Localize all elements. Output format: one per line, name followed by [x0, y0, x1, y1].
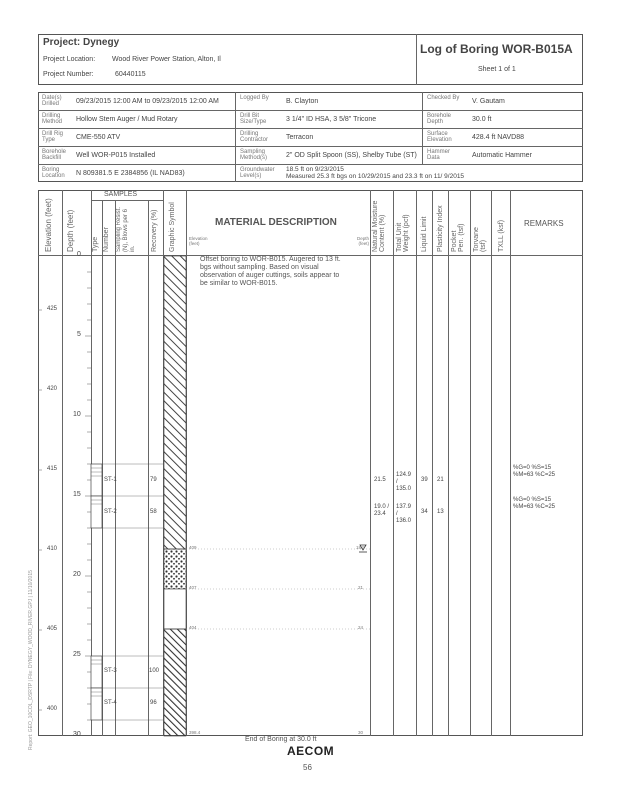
backfill-label: Borehole Backfill	[42, 149, 67, 161]
sampling-value: 2" OD Split Spoon (SS), Shelby Tube (ST)	[286, 152, 417, 159]
col-elev-small: Elevation (feet)	[189, 236, 208, 246]
sample-weight: 124.9 / 135.0	[396, 472, 412, 492]
project-number-label: Project Number:	[43, 71, 94, 78]
log-title: Log of Boring WOR-B015A	[420, 42, 573, 56]
depth-label: Borehole Depth	[427, 113, 452, 125]
col-number: Number	[103, 227, 110, 252]
sample-recovery: 58	[150, 509, 157, 515]
elev-tick: 405	[47, 626, 58, 632]
logged-value: B. Clayton	[286, 98, 319, 105]
samples-header: SAMPLES	[104, 191, 138, 198]
col-graphic: Graphic Symbol	[169, 202, 176, 252]
layer-elev: 409	[189, 545, 197, 550]
hammer-value: Automatic Hammer	[472, 152, 532, 159]
boring-location-label: Boring Location	[42, 167, 65, 179]
bit-label: Drill Bit Size/Type	[240, 113, 267, 125]
dates-value: 09/23/2015 12:00 AM to 09/23/2015 12:00 AM	[76, 98, 219, 105]
material-description: Offset boring to WOR-B015. Augered to 13 ft. bgs without sampling. Based on visual observation of auger cuttings, soils appear to be similar to WOR-B015.	[200, 256, 341, 287]
col-depth: Depth (feet)	[66, 209, 75, 252]
contractor-value: Terracon	[286, 134, 314, 141]
elev-tick: 410	[47, 546, 58, 552]
side-report-text: Report: GEO_10COL_DSRTP | File: DYNEGY_WOOD_RIVER.GPJ | 11/10/2015	[28, 570, 34, 750]
col-txll: TXLL (ksf)	[498, 219, 505, 252]
col-elevation: Elevation (feet)	[44, 198, 53, 252]
checked-value: V. Gautam	[472, 98, 505, 105]
elev-tick: 425	[47, 306, 58, 312]
page-number: 56	[303, 763, 312, 772]
sample-remark: %M=63 %C=25	[513, 504, 556, 510]
sample-weight: 137.9 / 136.0	[396, 504, 412, 524]
depth-tick: 30	[73, 731, 81, 738]
groundwater-value-1: 18.5 ft on 9/23/2015	[286, 166, 344, 173]
contractor-label: Drilling Contractor	[240, 131, 269, 143]
sample-recovery: 100	[149, 668, 160, 674]
col-unit-weight: Total Unit Weight (pcf)	[396, 214, 410, 252]
elev-tick: 415	[47, 466, 58, 472]
col-moisture: Natural Moisture Content (%)	[372, 200, 386, 252]
logged-label: Logged By	[240, 95, 269, 101]
layer-elev: 398.4	[189, 730, 201, 735]
sample-remark: %G=0 %S=15	[513, 465, 552, 471]
depth-tick: 0	[77, 251, 81, 258]
layer-depth: 30	[358, 730, 364, 735]
depth-tick: 15	[73, 491, 81, 498]
sample-ll: 39	[421, 477, 428, 483]
sample-remark: %M=63 %C=25	[513, 472, 556, 478]
sample-number: ST-4	[104, 700, 117, 706]
sample-pi: 21	[437, 477, 444, 483]
elev-tick: 400	[47, 706, 58, 712]
sample-moisture: 21.5	[374, 477, 386, 483]
sample-remark: %G=0 %S=15	[513, 497, 552, 503]
layer-depth: 18.5	[356, 545, 365, 550]
sample-moisture: 19.0 / 23.4	[374, 504, 390, 517]
material-header: MATERIAL DESCRIPTION	[215, 217, 337, 228]
col-depth-small: Depth (feet)	[356, 236, 369, 246]
sample-recovery: 96	[150, 700, 157, 706]
rig-value: CME-550 ATV	[76, 134, 121, 141]
dates-label: Date(s) Drilled	[42, 95, 62, 107]
remarks-header: REMARKS	[524, 219, 564, 228]
col-liquid: Liquid Limit	[421, 216, 428, 252]
col-torvane: Torvane (tsf)	[473, 227, 487, 252]
elev-tick: 420	[47, 386, 58, 392]
aecom-logo: AECOM	[287, 744, 335, 758]
sampling-label: Sampling Method(s)	[240, 149, 268, 161]
col-pocket: Pocket Pen. (tsf)	[451, 223, 465, 252]
bit-value: 3 1/4" ID HSA, 3 5/8" Tricone	[286, 116, 377, 123]
project-title: Project: Dynegy	[43, 37, 120, 48]
groundwater-value-2: Measured 25.3 ft bgs on 10/29/2015 and 23.3 ft on 11/ 9/2015	[286, 173, 465, 180]
method-value: Hollow Stem Auger / Mud Rotary	[76, 116, 178, 123]
groundwater-label: Groundwater Level(s)	[240, 167, 275, 179]
rig-label: Drill Rig Type	[42, 131, 63, 143]
end-of-boring: End of Boring at 30.0 ft	[245, 736, 317, 743]
checked-label: Checked By	[427, 95, 460, 101]
depth-tick: 25	[73, 651, 81, 658]
depth-tick: 20	[73, 571, 81, 578]
sheet-number: Sheet 1 of 1	[478, 66, 516, 73]
hammer-label: Hammer Data	[427, 149, 451, 161]
sample-pi: 13	[437, 509, 444, 515]
method-label: Drilling Method	[42, 113, 63, 125]
project-location-label: Project Location:	[43, 56, 96, 63]
col-recovery: Recovery (%)	[151, 209, 158, 252]
sample-number: ST-2	[104, 509, 117, 515]
depth-value: 30.0 ft	[472, 116, 492, 123]
layer-elev: 404	[189, 625, 197, 630]
sample-number: ST-1	[104, 477, 117, 483]
layer-depth: 21	[358, 585, 364, 590]
depth-tick: 5	[77, 331, 81, 338]
layer-depth: 24	[358, 625, 364, 630]
backfill-value: Well WOR-P015 Installed	[76, 152, 156, 159]
col-type: Type	[92, 236, 99, 252]
layer-elev: 407	[189, 585, 197, 590]
col-plasticity: Plasticity Index	[437, 205, 444, 252]
col-blows: Sampling Resist. (N), Blows per 6 in.	[116, 206, 136, 252]
boring-location-value: N 809381.5 E 2384856 (IL NAD83)	[76, 170, 185, 177]
project-number: 60440115	[115, 71, 146, 78]
elevation-label: Surface Elevation	[427, 131, 452, 143]
depth-tick: 10	[73, 411, 81, 418]
sample-number: ST-3	[104, 668, 117, 674]
elevation-value: 428.4 ft NAVD88	[472, 134, 525, 141]
sample-ll: 34	[421, 509, 428, 515]
sample-recovery: 79	[150, 477, 157, 483]
project-location: Wood River Power Station, Alton, Il	[112, 56, 221, 63]
